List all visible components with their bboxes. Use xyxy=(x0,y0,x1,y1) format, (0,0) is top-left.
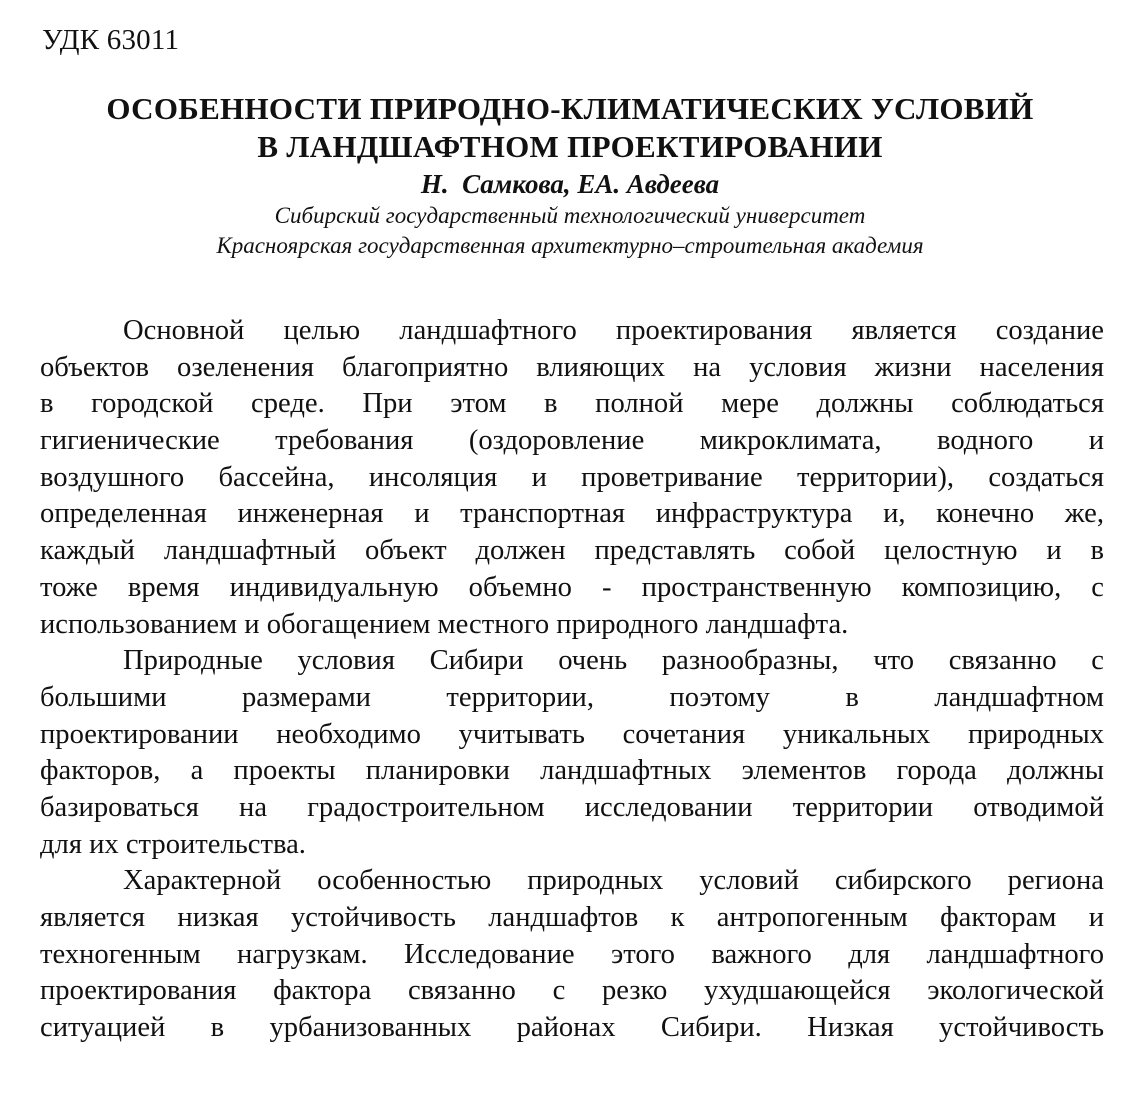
article-header xyxy=(40,90,1100,261)
text-line: определенная инженерная и транспортная инфраструктура и, конечно же, xyxy=(40,498,1104,530)
udk-code: УДК 63011 xyxy=(42,24,180,56)
text-line: ситуацией в урбанизованных районах Сибири. Низкая устойчивость xyxy=(40,1012,1104,1044)
text-line: проектирования фактора связанно с резко ухудшающейся экологической xyxy=(40,975,1104,1007)
paragraph-3 xyxy=(40,863,1104,1046)
article-title-line-1: ОСОБЕННОСТИ ПРИРОДНО-КЛИМАТИЧЕСКИХ УСЛОВИЙ xyxy=(106,91,1034,126)
article-body xyxy=(40,313,1104,1047)
text-line: использованием и обогащением местного природного ландшафта. xyxy=(40,608,849,640)
text-line: Основной целью ландшафтного проектирования является создание xyxy=(123,315,1104,346)
text-line: в городской среде. При этом в полной мере должны соблюдаться xyxy=(40,388,1104,420)
paragraph-1 xyxy=(40,313,1104,643)
text-line: для их строительства. xyxy=(40,828,306,860)
text-line: базироваться на градостроительном исследовании территории отводимой xyxy=(40,791,1104,823)
text-line: большими размерами территории, поэтому в ландшафтном xyxy=(40,681,1104,713)
article-title-line-2: В ЛАНДШАФТНОМ ПРОЕКТИРОВАНИИ xyxy=(257,129,883,164)
article-authors: Н. Самкова, ЕА. Авдеева xyxy=(420,169,720,199)
affiliation-2: Красноярская государственная архитектурно–строительная академия xyxy=(216,233,924,258)
affiliation-1: Сибирский государственный технологический университет xyxy=(274,203,866,228)
text-line: проектировании необходимо учитывать сочетания уникальных природных xyxy=(40,718,1104,750)
text-line: воздушного бассейна, инсоляция и проветривание территории), создаться xyxy=(40,461,1104,493)
text-line: тоже время индивидуальную объемно - пространственную композицию, с xyxy=(40,571,1104,603)
text-line: каждый ландшафтный объект должен представлять собой целостную и в xyxy=(40,535,1104,567)
text-line: объектов озеленения благоприятно влияющих на условия жизни населения xyxy=(40,351,1104,383)
paragraph-2 xyxy=(40,643,1104,863)
text-line: Характерной особенностью природных условий сибирского региона xyxy=(123,865,1104,897)
text-line: гигиенические требования (оздоровление микроклимата, водного и xyxy=(40,425,1104,457)
text-line: техногенным нагрузкам. Исследование этого важного для ландшафтного xyxy=(40,938,1104,970)
text-line: факторов, а проекты планировки ландшафтных элементов города должны xyxy=(40,755,1104,787)
text-line: является низкая устойчивость ландшафтов к антропогенным факторам и xyxy=(40,902,1104,933)
text-line: Природные условия Сибири очень разнообразны, что связанно с xyxy=(123,645,1104,677)
